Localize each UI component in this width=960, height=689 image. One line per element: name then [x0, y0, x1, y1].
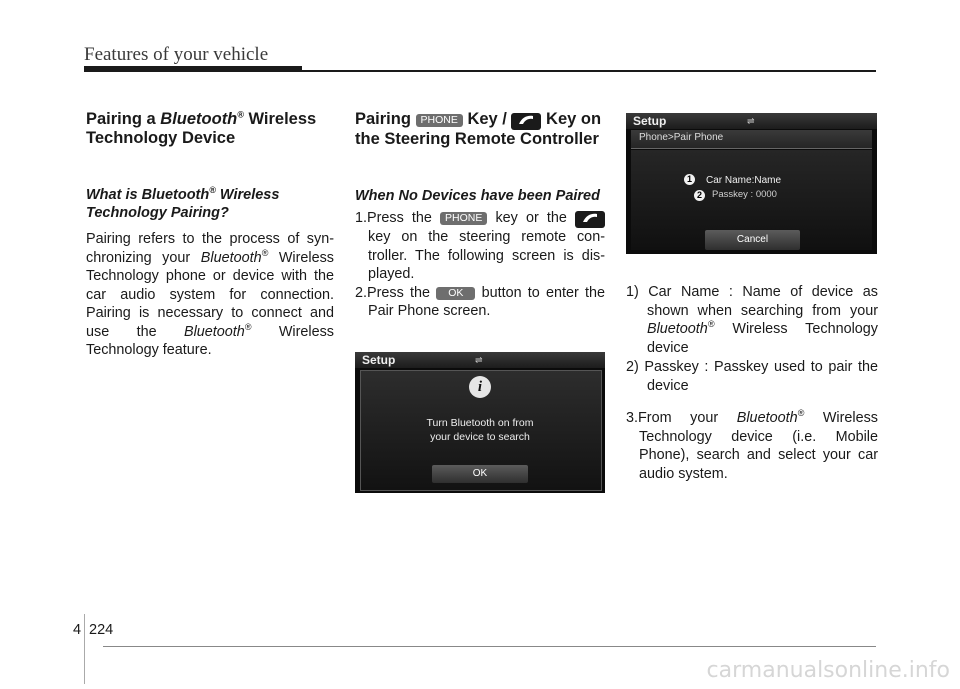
phone-key-icon: PHONE [416, 114, 463, 127]
subheading: What is Bluetooth® Wireless Technology Pairing? [86, 185, 280, 221]
cancel-button[interactable]: Cancel [705, 230, 800, 250]
ok-button[interactable]: OK [432, 465, 528, 483]
page-header-title: Features of your vehicle [84, 44, 269, 65]
step-3: 3.From your Bluetooth® Wireless Technology device (i.e. Mobile Phone), search and select your car audio system. [626, 408, 878, 482]
car-name-label: Car Name:Name [706, 175, 782, 186]
watermark: carmanualsonline.info [706, 658, 950, 683]
screen-title: Setup [362, 353, 396, 367]
passkey-label: Passkey : 0000 [712, 189, 777, 200]
breadcrumb: Phone>Pair Phone [639, 132, 724, 143]
body-paragraph: Pairing refers to the process of syn-chronizing your Bluetooth® Wireless Technology phone or device with the car audio system for connection. Pairing is necessary to connect and use the Bluetooth® Wireless Technology feature. [86, 231, 334, 358]
step-1: 1.Press the PHONE key or the key on the steering remote con-troller. The following screen is dis-played. [355, 210, 605, 282]
header-rule-thin [302, 70, 876, 72]
ok-key-icon: OK [436, 287, 475, 300]
footer-divider [84, 614, 85, 684]
call-key-icon [511, 113, 541, 130]
step-2: 2.Press the OK button to enter the Pair Phone screen. [355, 284, 605, 319]
header-rule [84, 66, 302, 72]
list-item: 1) Car Name : Name of device as shown when searching from your Bluetooth® Wireless Technology device [626, 284, 878, 356]
page-number: 224 [89, 622, 114, 638]
column-pairing-intro [86, 110, 334, 360]
section-heading: Pairing PHONE Key / Key on the Steering Remote Controller [355, 110, 602, 148]
usb-icon: ⇌ [747, 116, 755, 126]
usb-icon: ⇌ [475, 355, 483, 365]
column-pairing-details [626, 283, 878, 483]
screen-pair-phone [626, 113, 877, 254]
section-heading: Pairing a Bluetooth® Wireless Technology Device [86, 109, 317, 147]
phone-key-icon: PHONE [440, 212, 487, 225]
callout-badge-1: 1 [684, 174, 695, 185]
call-key-icon [575, 211, 605, 228]
chapter-number: 4 [73, 622, 82, 638]
subheading: When No Devices have been Paired [355, 188, 600, 204]
footer-rule [103, 646, 876, 647]
info-icon: i [469, 376, 491, 398]
screen-title: Setup [633, 114, 667, 128]
column-pairing-steps [355, 110, 605, 321]
list-item: 2) Passkey : Passkey used to pair the device [626, 359, 878, 394]
screen-message: Turn Bluetooth on from your device to search [426, 417, 534, 443]
screen-no-devices [355, 352, 605, 493]
callout-badge-2: 2 [694, 190, 705, 201]
